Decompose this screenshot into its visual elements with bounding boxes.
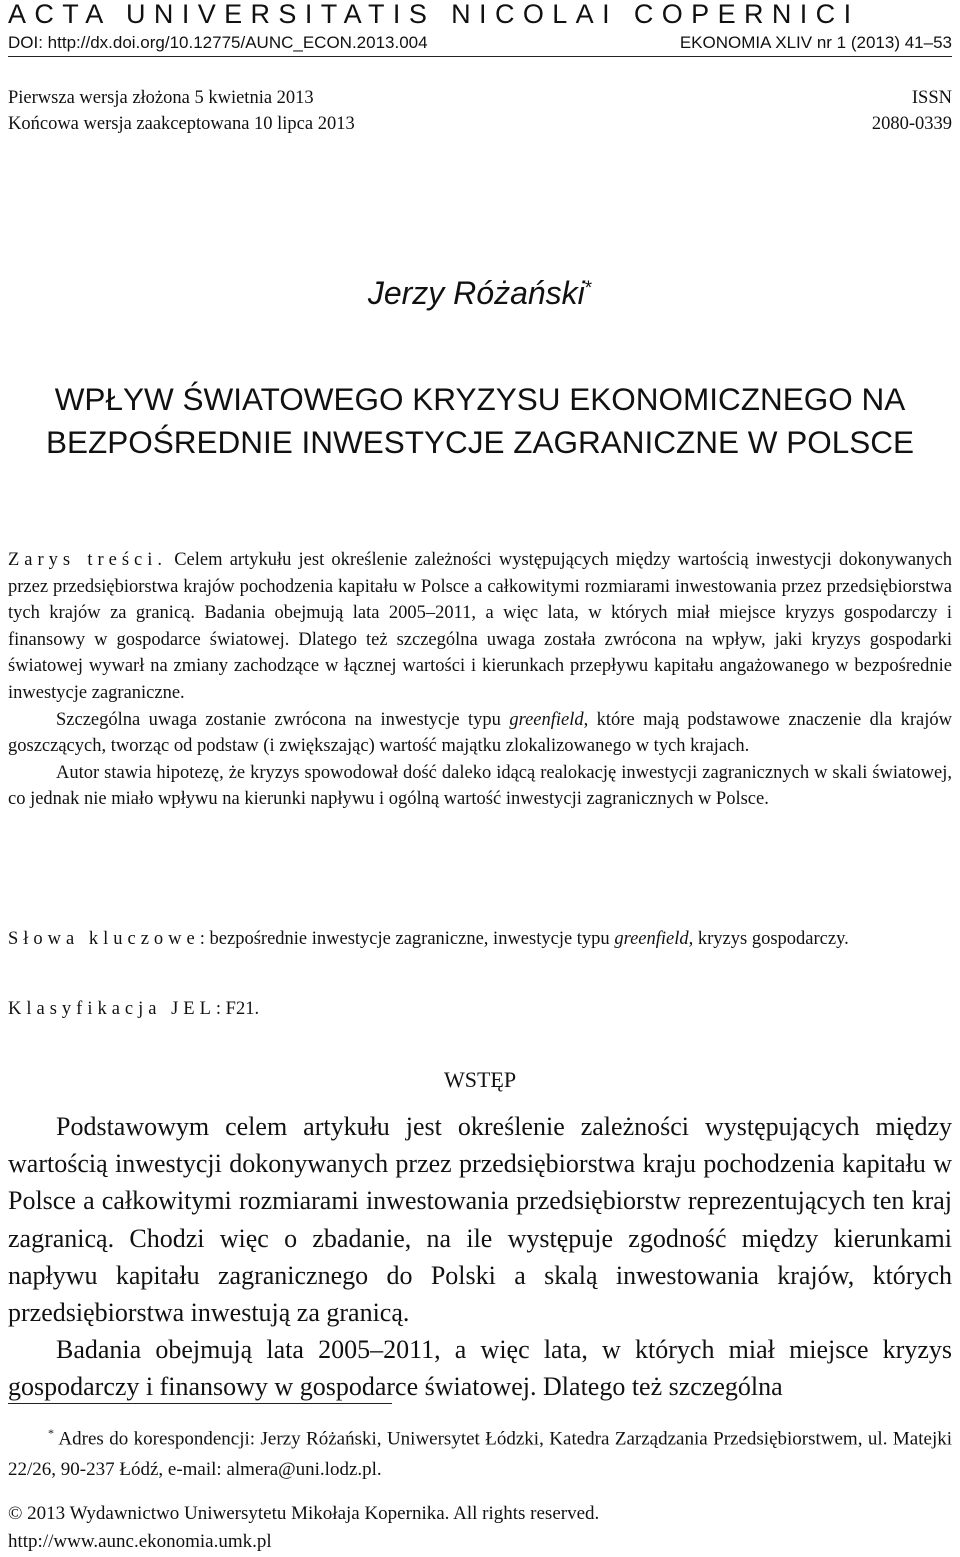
keywords-label: Słowa kluczowe — [8, 929, 200, 949]
jel-label: Klasyfikacja JEL — [8, 999, 216, 1019]
abstract-text-2b: , które mają podstawowe znaczenie dla krajów goszczących, tworząc od podstaw (i zwiększając) wartość majątku zlokalizowanego w tych krajach. — [8, 709, 953, 757]
submission-row — [8, 86, 952, 110]
copyright-line: © 2013 Wydawnictwo Uniwersytetu Mikołaja Kopernika. All rights reserved. — [8, 1503, 600, 1524]
author-line — [0, 275, 960, 311]
abstract-emphasis: greenfield — [509, 709, 584, 730]
abstract-paragraph-1 — [8, 547, 952, 707]
footnote-mark: * — [48, 1426, 54, 1440]
section-title: WSTĘP — [443, 1067, 517, 1092]
header-rule — [8, 56, 952, 57]
final-version-date: Końcowa wersja zaakceptowana 10 lipca 2013 — [8, 114, 355, 134]
title-line-2: BEZPOŚREDNIE INWESTYCJE ZAGRANICZNE W POLSCE — [45, 424, 915, 460]
abstract-paragraph-3: Autor stawia hipotezę, że kryzys spowodował dość daleko idącą realokację inwestycji zagranicznych w skali światowej, co jednak nie miało wpływu na kierunki napływu i ogólną wartość inwestycji zagranicznych w Polsce. — [8, 762, 952, 810]
author-footnote-mark[interactable]: * — [584, 278, 593, 299]
title-line-1: WPŁYW ŚWIATOWEGO KRYZYSU EKONOMICZNEGO NA — [54, 381, 906, 417]
footnote — [8, 1418, 952, 1485]
jel-classification — [8, 996, 952, 1023]
copyright — [8, 1500, 952, 1556]
keywords — [8, 926, 952, 953]
publisher-url[interactable]: http://www.aunc.ekonomia.umk.pl — [8, 1531, 272, 1552]
issue-info: EKONOMIA XLIV nr 1 (2013) 41–53 — [679, 33, 952, 52]
jel-value: : F21. — [215, 999, 260, 1019]
footnote-rule — [8, 1403, 392, 1404]
first-version-date: Pierwsza wersja złożona 5 kwietnia 2013 — [8, 88, 314, 108]
keywords-text-b: , kryzys gospodarczy. — [688, 929, 849, 949]
author-name: Jerzy Różański — [367, 275, 585, 311]
body-paragraph-1: Podstawowym celem artykułu jest określenie zależności występujących między wartością inwestycji dokonywanych przez przedsiębiorstwa kraju pochodzenia kapitału w Polsce a całkowitymi rozmiarami inwestowania przedsiębiorstw reprezentujących ten kraj zagranicą. Chodzi więc o zbadanie, na ile występuje zgodność między kierunkami napływu kapitału zagranicznego do Polski a skalą inwestowania krajów, których przedsiębiorstwa inwestują za granicą. — [8, 1112, 952, 1328]
issn-label: ISSN — [911, 88, 952, 108]
acceptance-row — [8, 112, 952, 136]
issn-value: 2080-0339 — [871, 114, 952, 134]
abstract-paragraph-2 — [8, 707, 952, 760]
footnote-text: Adres do korespondencji: Jerzy Różański, Uniwersytet Łódzki, Katedra Zarządzania Przedsiębiorstwem, ul. Matejki 22/26, 90-237 Łódź, e-mail: almera@uni.lodz.pl. — [8, 1428, 952, 1481]
abstract — [8, 547, 952, 813]
abstract-text-1: Celem artykułu jest określenie zależności występujących między wartością inwestycji dokonywanych przez przedsiębiorstwa krajów pochodzenia kapitału w Polsce a całkowitymi rozmiarami inwestowania przez przedsiębiorstwa tych krajów za granicą. Badania obejmują lata 2005–2011, a więc lata, w których miał miejsce kryzys gospodarczy i finansowy w gospodarce światowej. Dlatego też szczególna uwaga została zwrócona na wpływ, jaki kryzys gospodarki światowej wywarł na zmiany zachodzące w łącznej wartości i kierunkach przepływu kapitału angażowanego w bezpośrednie inwestycje zagraniczne. — [8, 550, 952, 703]
doi-row — [8, 33, 952, 53]
body-paragraph-2: Badania obejmują lata 2005–2011, a więc lata, w których miał miejsce kryzys gospodarczy i finansowy w gospodarce światowej. Dlatego też szczególna — [8, 1335, 952, 1402]
body-text — [8, 1108, 952, 1406]
abstract-text-2a: Szczególna uwaga zostanie zwrócona na inwestycje typu — [56, 709, 510, 730]
doi-link[interactable]: DOI: http://dx.doi.org/10.12775/AUNC_ECON.2013.004 — [8, 33, 428, 52]
keywords-text-a: : bezpośrednie inwestycje zagraniczne, inwestycje typu — [199, 929, 615, 949]
abstract-label: Zarys treści. — [8, 550, 168, 570]
article-title — [0, 378, 960, 464]
keywords-emphasis: greenfield — [614, 929, 689, 949]
journal-name: ACTA UNIVERSITATIS NICOLAI COPERNICI — [8, 0, 860, 29]
